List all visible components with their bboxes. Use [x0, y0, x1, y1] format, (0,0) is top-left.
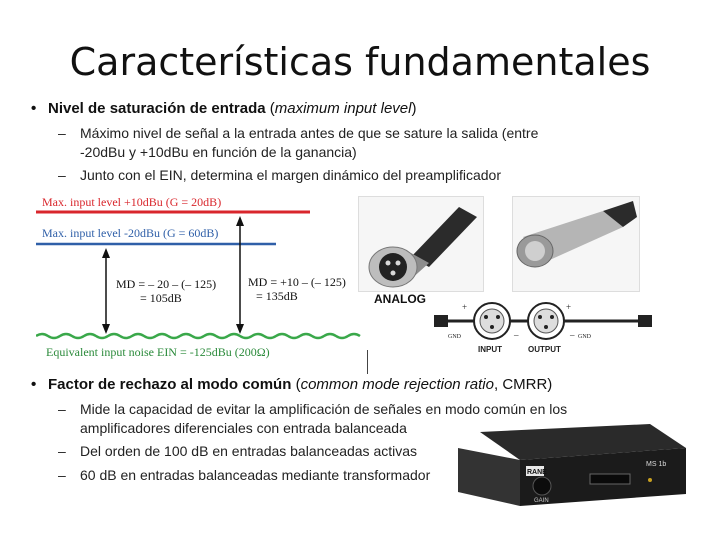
minus-sign-input: –: [514, 330, 519, 340]
sub-ein-text: Junto con el EIN, determina el margen dinámico del preamplificador: [80, 167, 501, 183]
device-brand: RANE: [527, 469, 547, 476]
balanced-connection-diagram: [434, 300, 652, 354]
gain-knob-icon: [533, 477, 551, 495]
dash-marker: –: [58, 467, 66, 483]
bullet-cmrr-bold: Factor de rechazo al modo común: [48, 376, 292, 393]
analog-label: ANALOG: [374, 292, 426, 306]
xlr-female-photo: [358, 196, 484, 292]
max-level-low-label: Max. input level -20dBu (G = 60dB): [42, 226, 219, 240]
device-model: MS 1b: [646, 461, 667, 468]
sub-max-level: [58, 124, 539, 162]
dash-marker: –: [58, 401, 66, 417]
bullet-cmrr-italic: common mode rejection ratio: [300, 376, 494, 393]
md-right-line1: MD = +10 – (– 125): [248, 275, 346, 289]
diagram-divider: [367, 350, 368, 374]
dynamic-range-diagram: [36, 190, 366, 370]
output-label: OUTPUT: [528, 345, 561, 354]
plus-sign-output: +: [566, 302, 572, 312]
sub-max-level-line1: Máximo nivel de señal a la entrada antes de que se sature la salida (entre: [80, 125, 539, 141]
paren-open: (: [269, 100, 275, 117]
arrow-right-head-bottom: [236, 324, 244, 334]
bullet-saturation-bold: Nivel de saturación de entrada: [48, 100, 266, 117]
md-left-line2: = 105dB: [140, 291, 182, 305]
dash-marker: –: [58, 443, 66, 459]
dash-marker: –: [58, 125, 66, 141]
ein-label: Equivalent input noise EIN = -125dBu (200Ω): [46, 345, 270, 359]
max-level-high-label: Max. input level +10dBu (G = 20dB): [42, 195, 222, 209]
bullet-saturation-italic: maximum input level: [274, 100, 412, 117]
md-right-line2: = 135dB: [256, 289, 298, 303]
slide-title: Características fundamentales: [69, 40, 651, 84]
gnd-label-output: GND: [578, 334, 591, 340]
paren-open: (: [295, 376, 301, 393]
xlr-male-photo: [512, 196, 640, 292]
gnd-label-input: GND: [448, 334, 461, 340]
sub-cmrr-transformer-text: 60 dB en entradas balanceadas mediante transformador: [80, 467, 431, 483]
bullet-marker: •: [31, 100, 37, 117]
sub-cmrr-measure-line2: amplificadores diferenciales con entrada balanceada: [80, 420, 407, 436]
sub-max-level-line2: -20dBu y +10dBu en función de la ganancia): [80, 144, 357, 160]
minus-sign-output: –: [570, 330, 575, 340]
bullet-cmrr-rest: , CMRR): [493, 376, 553, 393]
sub-ein: [58, 166, 501, 185]
sub-cmrr-transformer: [58, 466, 431, 485]
input-label: INPUT: [478, 345, 502, 354]
md-left-line1: MD = – 20 – (– 125): [116, 277, 217, 291]
noise-floor-wave: [36, 334, 360, 338]
plus-sign-input: +: [462, 302, 468, 312]
arrow-right-head-top: [236, 216, 244, 226]
bullet-cmrr: [31, 376, 553, 393]
arrow-left-head-top: [102, 248, 110, 258]
arrow-left-head-bottom: [102, 324, 110, 334]
bullet-saturation: [31, 100, 417, 117]
dash-marker: –: [58, 167, 66, 183]
sub-cmrr-active: [58, 442, 418, 461]
bullet-marker: •: [31, 376, 37, 393]
sub-cmrr-active-text: Del orden de 100 dB en entradas balanceadas activas: [80, 443, 418, 459]
preamp-device-photo: [450, 418, 690, 508]
device-knob-label: GAIN: [534, 498, 549, 504]
paren-close: ): [411, 100, 417, 117]
sub-cmrr-measure-line1: Mide la capacidad de evitar la amplificación de señales en modo común en los: [80, 401, 568, 417]
